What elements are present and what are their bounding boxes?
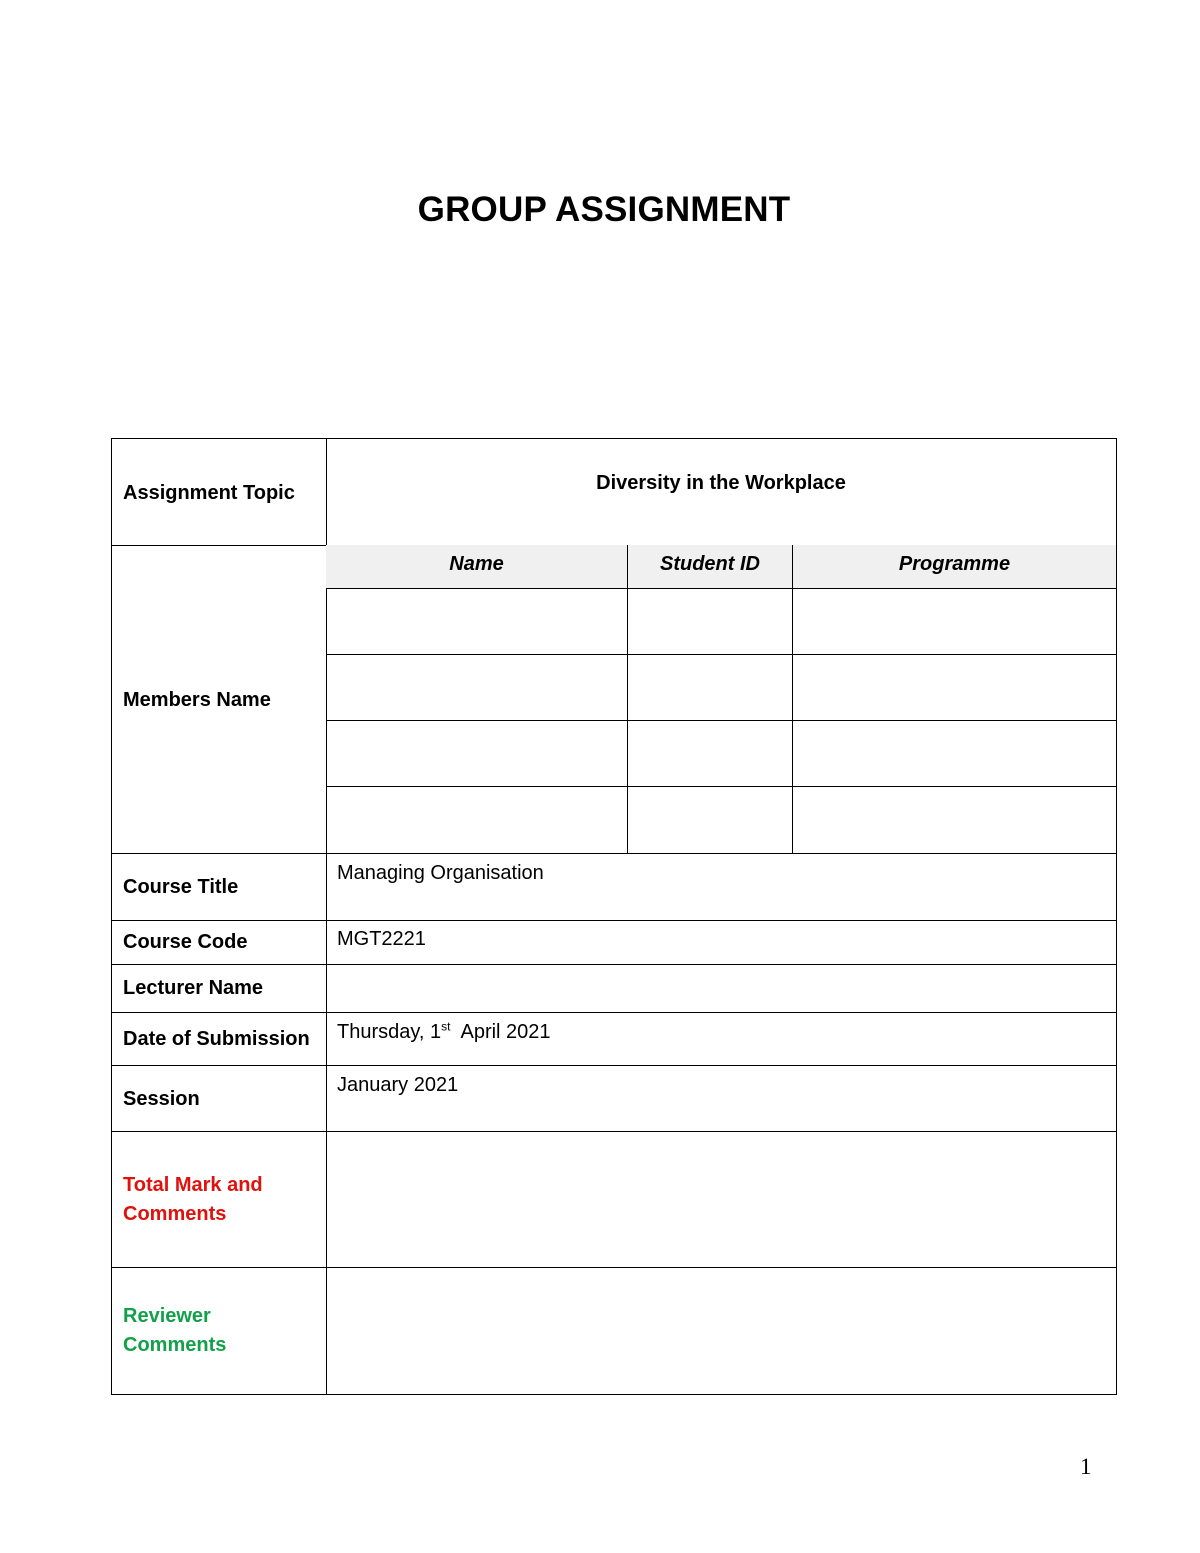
course-title-value[interactable]: Managing Organisation [337,862,544,884]
date-of-submission-label: Date of Submission [123,1028,310,1050]
reviewer-label-line-1: Reviewer [123,1305,211,1327]
member-4-name-cell[interactable] [326,787,628,853]
member-3-programme-cell[interactable] [793,721,1116,787]
row-divider-total-mark [112,1267,1116,1268]
members-name-label: Members Name [123,689,271,711]
session-value[interactable]: January 2021 [337,1074,459,1096]
members-table-header [326,545,1116,589]
total-mark-label-line-1: Total Mark and [123,1174,263,1196]
member-1-programme-cell[interactable] [793,589,1116,655]
submission-date-month-year: April 2021 [450,1021,551,1043]
row-divider-submission [112,1065,1116,1066]
assignment-cover-table [111,438,1117,1395]
assignment-topic-value[interactable]: Diversity in the Workplace [596,472,846,494]
total-mark-comments-field[interactable] [337,1148,1097,1248]
column-header-name: Name [326,545,628,588]
member-4-programme-cell[interactable] [793,787,1116,853]
page-number: 1 [1080,1454,1092,1479]
course-code-value[interactable]: MGT2221 [337,928,426,950]
course-code-label: Course Code [123,931,248,953]
date-of-submission-value[interactable] [337,1019,551,1045]
reviewer-label-line-2: Comments [123,1334,227,1356]
session-label: Session [123,1088,200,1110]
submission-date-ordinal: st [441,1019,451,1034]
lecturer-name-label: Lecturer Name [123,977,264,999]
row-divider-session [112,1131,1116,1132]
member-2-programme-cell[interactable] [793,655,1116,721]
member-2-name-cell[interactable] [326,655,628,721]
member-3-name-cell[interactable] [326,721,628,787]
row-divider-course-title [112,920,1116,921]
assignment-topic-label: Assignment Topic [123,482,295,504]
document-title: GROUP ASSIGNMENT [417,190,791,229]
course-title-label: Course Title [123,876,239,898]
member-4-student-id-cell[interactable] [628,787,793,853]
member-1-name-cell[interactable] [326,589,628,655]
row-divider-lecturer [112,1012,1116,1013]
submission-date-day: Thursday, 1 [337,1021,442,1043]
reviewer-comments-field[interactable] [337,1281,1097,1381]
column-header-programme: Programme [898,553,1011,575]
row-divider-course-code [112,964,1116,965]
member-3-student-id-cell[interactable] [628,721,793,787]
column-header-student-id: Student ID [628,545,793,588]
member-1-student-id-cell[interactable] [628,589,793,655]
member-2-student-id-cell[interactable] [628,655,793,721]
row-divider-members [112,853,1116,854]
total-mark-label-line-2: Comments [123,1203,227,1225]
